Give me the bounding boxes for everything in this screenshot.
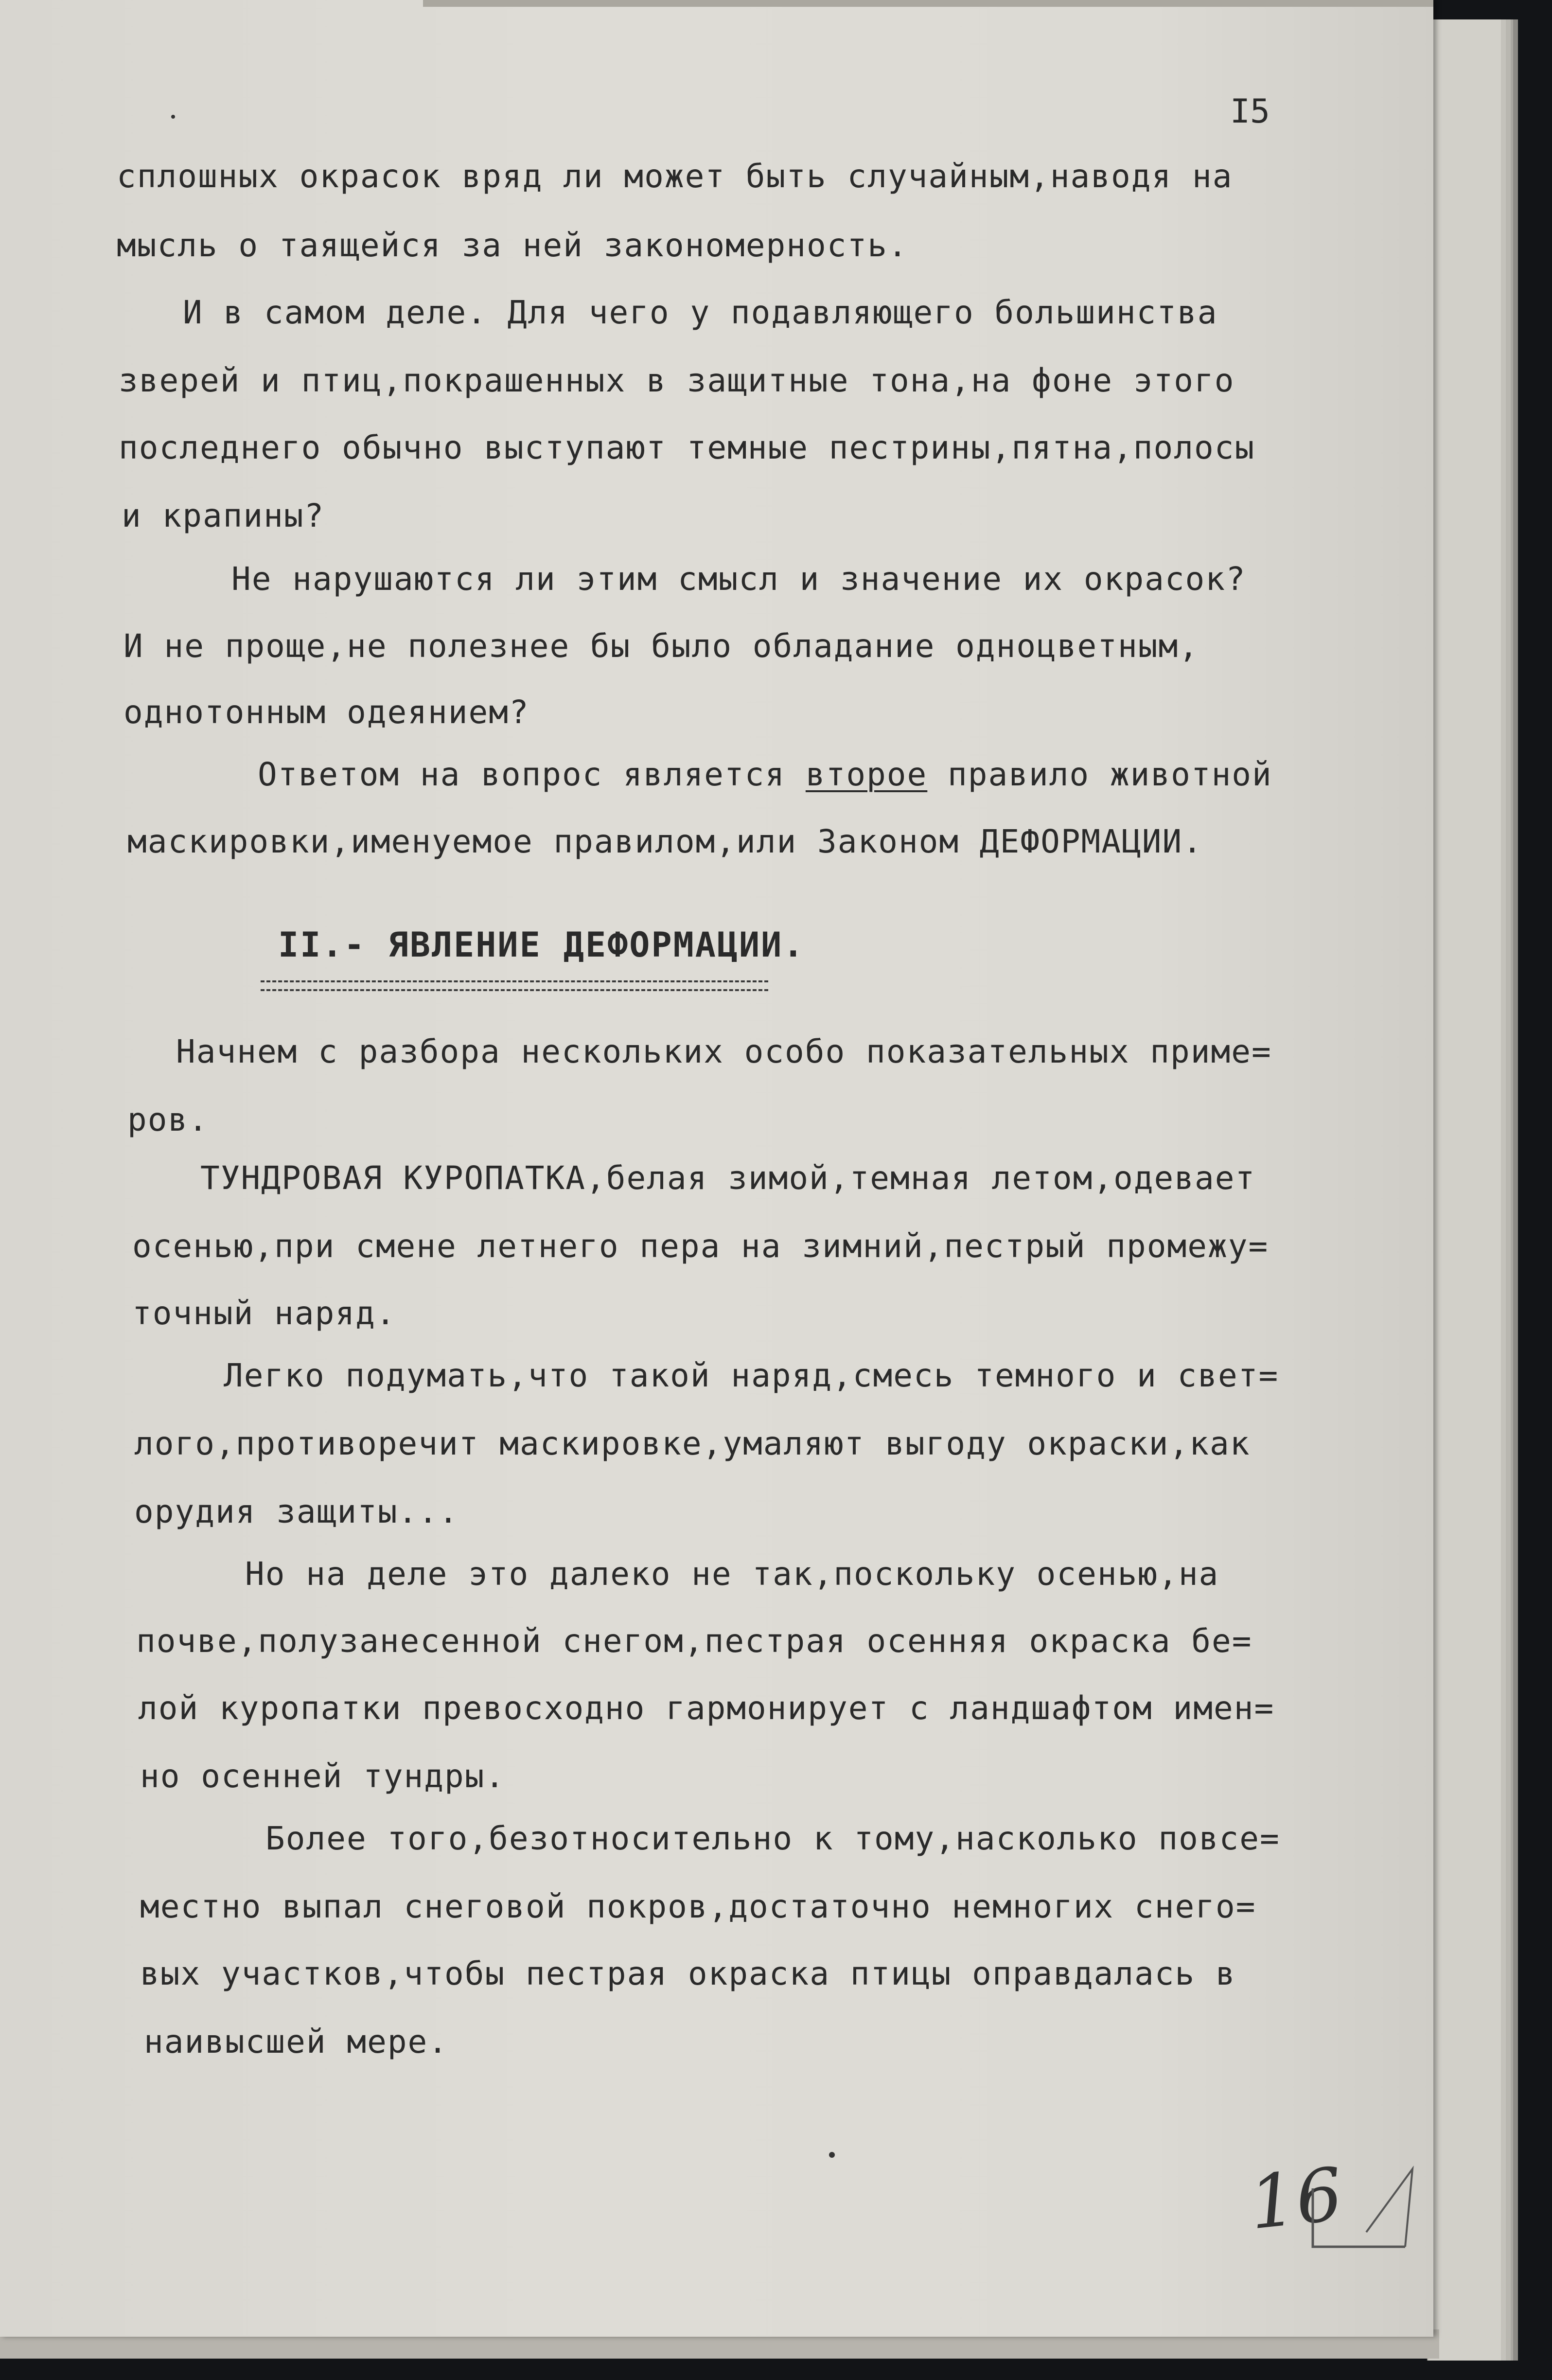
answer-line: [258, 756, 1272, 793]
page-stack-edge: [1427, 19, 1501, 2361]
page-number: I5: [1230, 92, 1270, 131]
text-line: вых участков,чтобы пестрая окраска птицы оправдалась в: [140, 1955, 1236, 1992]
text-line: Более того,безотносительно к тому,насколько повсе=: [265, 1820, 1280, 1857]
text-line: местно выпал снеговой покров,достаточно немногих снего=: [140, 1888, 1256, 1925]
text-line: и крапины?: [122, 497, 325, 534]
text-line: точный наряд.: [132, 1295, 396, 1332]
text-line: наивысшей мере.: [144, 2023, 449, 2060]
text-line: осенью,при смене летнего пера на зимний,пестрый промежу=: [132, 1227, 1269, 1265]
text-line: сплошных окрасок вряд ли может быть случайным,наводя на: [117, 158, 1233, 195]
text-line: И не проще,не полезнее бы было обладание одноцветным,: [123, 627, 1199, 665]
text-line: мысль о таящейся за ней закономерность.: [117, 227, 908, 264]
text-line: Начнем с разбора нескольких особо показательных приме=: [176, 1033, 1272, 1070]
text-line: лой куропатки превосходно гармонирует с ландшафтом имен=: [138, 1689, 1275, 1727]
text-line: однотонным одеянием?: [123, 693, 529, 731]
ink-dot: [171, 115, 175, 119]
text-line: ТУНДРОВАЯ КУРОПАТКА,белая зимой,темная летом,одевает: [200, 1159, 1256, 1197]
underlined-word: второе: [805, 756, 928, 793]
text-line: последнего обычно выступают темные пестрины,пятна,полосы: [119, 429, 1255, 466]
text-line: орудия защиты...: [134, 1493, 459, 1530]
answer-line-end: правило животной: [927, 756, 1272, 793]
text-line: маскировки,именуемое правилом,или Законом ДЕФОРМАЦИИ.: [127, 823, 1203, 860]
text-line: И в самом деле. Для чего у подавляющего большинства: [183, 294, 1218, 331]
text-line: Но на деле это далеко не так,поскольку осенью,на: [245, 1555, 1219, 1593]
text-line: но осенней тундры.: [140, 1758, 506, 1795]
section-heading: II.- ЯВЛЕНИЕ ДЕФОРМАЦИИ.: [278, 925, 805, 965]
answer-line-start: Ответом на вопрос является: [258, 756, 806, 793]
text-line: зверей и птиц,покрашенных в защитные тона,на фоне этого: [119, 362, 1235, 399]
heading-double-underline: [261, 980, 768, 991]
handwritten-page-number: 16: [1245, 2152, 1347, 2246]
text-line: ров.: [127, 1101, 209, 1138]
text-line: Не нарушаются ли этим смысл и значение их окрасок?: [231, 560, 1246, 598]
ink-dot: [829, 2152, 835, 2158]
text-line: почве,полузанесенной снегом,пестрая осенняя окраска бе=: [136, 1622, 1252, 1660]
stamp-mark: [1308, 2159, 1420, 2256]
text-line: лого,противоречит маскировке,умаляют выгоду окраски,как: [134, 1425, 1251, 1462]
text-line: Легко подумать,что такой наряд,смесь темного и свет=: [224, 1357, 1279, 1394]
